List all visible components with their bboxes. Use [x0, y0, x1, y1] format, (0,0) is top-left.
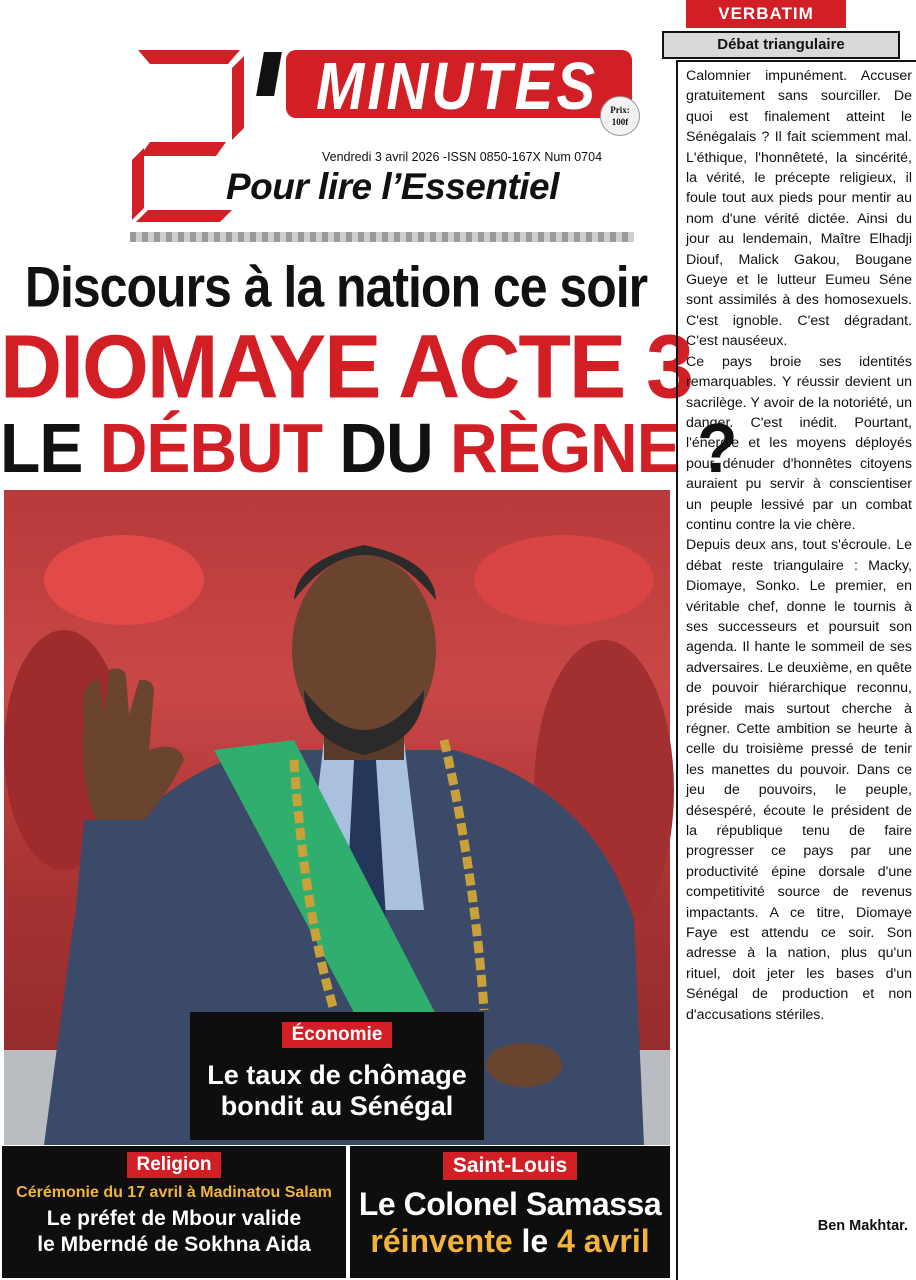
teaser-saint-louis-headline-line2: réinvente le 4 avril: [370, 1223, 650, 1259]
teaser-saint-louis-headline-line1: Le Colonel Samassa: [358, 1186, 662, 1222]
headline-main: DIOMAYE ACTE 3: [0, 316, 692, 418]
editorial-paragraph: Ce pays broie ses identités remarquables. Y réussir devient un sacrilège. Y avoir de la notoriété, un danger. C'est inédit. Pourtant, l'énergie et les moyens déployés pour dénuder d'honnêtes citoyens auraient pu servir à conscientiser un peuple lessivé par un combat continu contre la vie chère.: [686, 353, 912, 533]
editorial-paragraph: Depuis deux ans, tout s'écroule. Le débat reste triangulaire : Macky, Diomaye, Sonko. Le premier, en véritable chef, donne le tournis à ses successeurs et poursuit son agenda. Il hante le sommeil de ses adversaires. Le deuxième, en quête de pouvoir hiérarchique reconnu, préside mais surtout cherche à régner. Cette ambition se heurte à celle du troisième pressé de tenir les manettes du pouvoir. Dans ce jeu de pouvoirs, le peuple, désespéré, écoute le président de la république tenu de faire progresser ce pays par une productivité épine dorsale d'une competitivité source de revenus impactants. A ce titre, Diomaye Faye est attendu ce soir. Son adresse à la nation, plus qu'un rituel, doit jeter les bases d'un Sénégal de production et non d'accusations stériles.: [686, 537, 912, 1023]
brand-banner: [286, 49, 632, 127]
issue-dateline: Vendredi 3 avril 2026 -ISSN 0850-167X Num 0704: [322, 150, 603, 164]
editorial-body: [686, 66, 912, 1025]
teaser-religion-subhead: Cérémonie du 17 avril à Madinatou Salam: [16, 1184, 332, 1201]
teaser-economie-headline: Le taux de chômage bondit au Sénégal: [207, 1060, 467, 1121]
masthead-rule: [130, 232, 634, 242]
price-label: Prix:: [610, 105, 630, 115]
editorial-title: Débat triangulaire: [662, 31, 900, 59]
teaser-religion-headline: Le préfet de Mbour valide le Mberndé de Sokhna Aida: [37, 1207, 311, 1256]
teaser-economie[interactable]: [190, 1012, 484, 1140]
tagline: Pour lire l’Essentiel: [226, 166, 559, 207]
teaser-religion[interactable]: [2, 1146, 346, 1278]
masthead-apostrophe: [256, 52, 282, 96]
masthead: [128, 33, 640, 251]
section-label-verbatim: VERBATIM: [686, 0, 846, 28]
price-badge: [600, 96, 640, 136]
brand-name: MINUTES: [316, 49, 598, 124]
headline-sub: LE DÉBUT DU RÈGNE ?: [0, 409, 737, 487]
teaser-economie-tag: Économie: [282, 1022, 393, 1048]
price-value: 100f: [611, 117, 629, 127]
svg-text:2: 2: [128, 33, 137, 50]
headline-kicker: Discours à la nation ce soir: [24, 254, 648, 320]
editorial-paragraph: Calomnier impunément. Accuser gratuitement sans sourciller. De quoi est finalement atteint le Sénégalais ? Il fait sciemment mal. L'éthique, l'honnêteté, la sincérité, la vérité, le précepte religieux, il foule tout aux pieds pour mentir au nom d'une vérité dictée. Ainsi du jour au lendemain, Maître Elhadji Diouf, Malick Gakou, Bougane Gueye et le lutteur Eumeu Séne sont assimilés à des homosexuels. C'est ignoble. C'est dégradant. C'est nauséeux.: [686, 68, 912, 350]
teaser-saint-louis-tag: Saint-Louis: [443, 1152, 577, 1180]
teaser-religion-tag: Religion: [127, 1152, 222, 1178]
editorial-signature: Ben Makhtar.: [817, 1218, 908, 1234]
teaser-saint-louis[interactable]: [350, 1146, 670, 1278]
